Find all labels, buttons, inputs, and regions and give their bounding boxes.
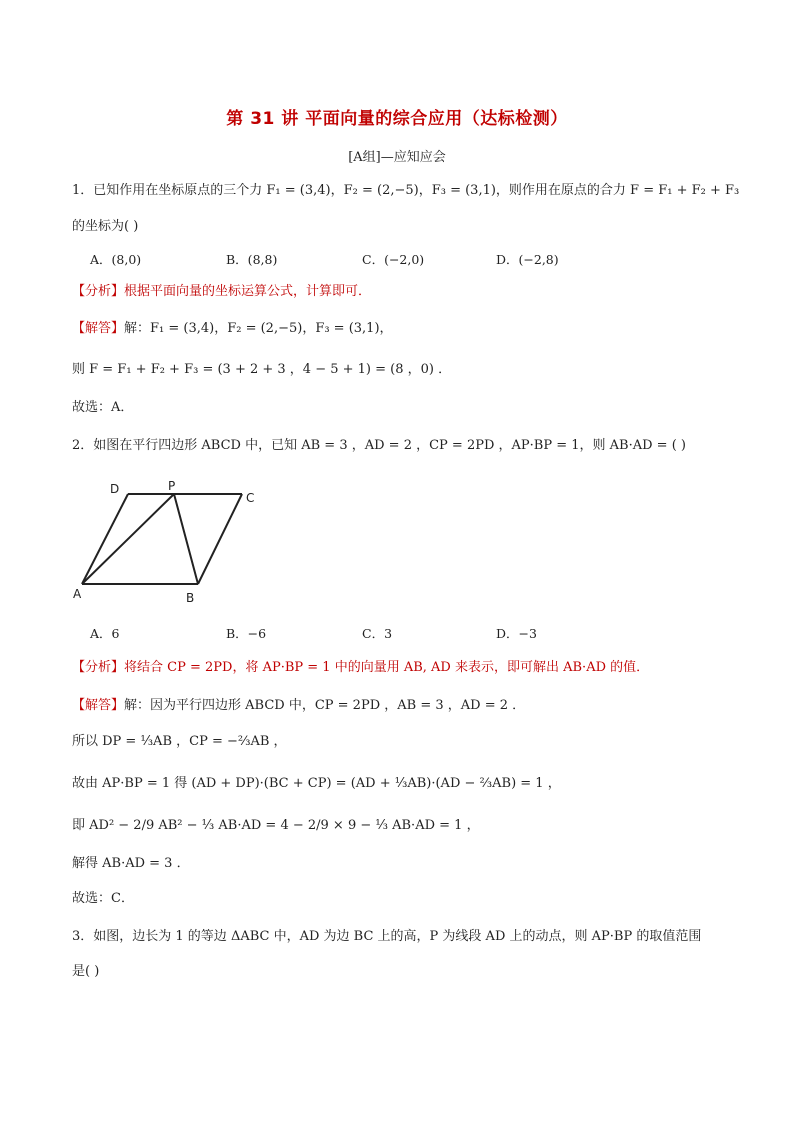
segment-bp xyxy=(174,494,198,584)
q2-stem-line1: 2．如图在平行四边形 ABCD 中，已知 AB = 3 ，AD = 2 ，CP = 2PD ，AP·BP = 1，则 AB·AD = ( ) xyxy=(72,438,686,453)
label-a: A xyxy=(73,587,82,601)
q2-answer-tag: 【解答】 xyxy=(72,698,125,713)
q2-answer-line3: 故由 AP·BP = 1 得 (AD + DP)·(BC + CP) = (AD + ⅓AB)·(AD − ⅔AB) = 1 ， xyxy=(72,776,561,791)
q1-answer xyxy=(72,320,393,338)
q2-analysis-text: 将结合 CP = 2PD，将 AP·BP = 1 中的向量用 AB, AD 来表示，即可解出 AB·AD 的值． xyxy=(124,660,650,675)
edge-ad xyxy=(82,494,128,584)
q1-answer-line2: 则 F = F₁ + F₂ + F₃ = (3 + 2 + 3 ，4 − 5 + 1) = (8 ，0) ． xyxy=(72,362,452,377)
label-p: P xyxy=(168,479,176,493)
q2-answer-line5: 解得 AB·AD = 3 ． xyxy=(72,856,190,871)
q1-option-d: D．(−2,8) xyxy=(496,252,559,267)
q2-answer xyxy=(72,697,525,715)
q2-answer-line1: 解：因为平行四边形 ABCD 中，CP = 2PD ，AB = 3 ，AD = 2 ． xyxy=(124,698,526,713)
q1-option-b: B．(8,8) xyxy=(226,252,278,267)
page-title: 第 31 讲 平面向量的综合应用（达标检测） xyxy=(226,109,568,129)
edge-cb xyxy=(198,494,242,584)
q3-stem-line1: 3．如图，边长为 1 的等边 ΔABC 中，AD 为边 BC 上的高，P 为线段 AD 上的动点，则 AP·BP 的取值范围 xyxy=(72,929,702,944)
label-c: C xyxy=(246,491,255,505)
label-b: B xyxy=(186,591,195,605)
q2-option-a: A．6 xyxy=(90,626,120,641)
q2-choice: 故选：C． xyxy=(72,891,134,906)
q2-option-b: B．−6 xyxy=(226,626,267,641)
q2-option-d: D．−3 xyxy=(496,626,537,641)
q3-stem-line2: 是( ) xyxy=(72,964,100,979)
q1-choice: 故选：A． xyxy=(72,400,134,415)
q2-answer-line4: 即 AD² − 2/9 AB² − ⅓ AB·AD = 4 − 2/9 × 9 − ⅓ AB·AD = 1 ， xyxy=(72,818,480,833)
q1-stem-line2: 的坐标为( ) xyxy=(72,219,139,234)
q2-option-c: C．3 xyxy=(362,626,393,641)
parallelogram-figure xyxy=(70,474,270,614)
q2-analysis-tag: 【分析】 xyxy=(72,660,125,675)
q1-analysis xyxy=(72,283,371,301)
label-d: D xyxy=(110,482,120,496)
q1-stem-line1: 1．已知作用在坐标原点的三个力 F₁ = (3,4)，F₂ = (2,−5)，F₃ = (3,1)，则作用在原点的合力 F = F₁ + F₂ + F₃ xyxy=(72,183,740,198)
q1-answer-line1: 解：F₁ = (3,4)，F₂ = (2,−5)，F₃ = (3,1)， xyxy=(124,321,393,336)
q1-analysis-text: 根据平面向量的坐标运算公式，计算即可． xyxy=(124,284,372,299)
q1-option-a: A．(8,0) xyxy=(90,252,142,267)
q1-answer-tag: 【解答】 xyxy=(72,321,125,336)
q1-analysis-tag: 【分析】 xyxy=(72,284,125,299)
q2-analysis xyxy=(72,659,649,677)
section-subtitle: [A组]—应知应会 xyxy=(348,150,446,165)
segment-ap xyxy=(82,494,174,584)
q1-option-c: C．(−2,0) xyxy=(362,252,425,267)
q2-answer-line2: 所以 DP = ⅓AB ，CP = −⅔AB ， xyxy=(72,734,287,749)
